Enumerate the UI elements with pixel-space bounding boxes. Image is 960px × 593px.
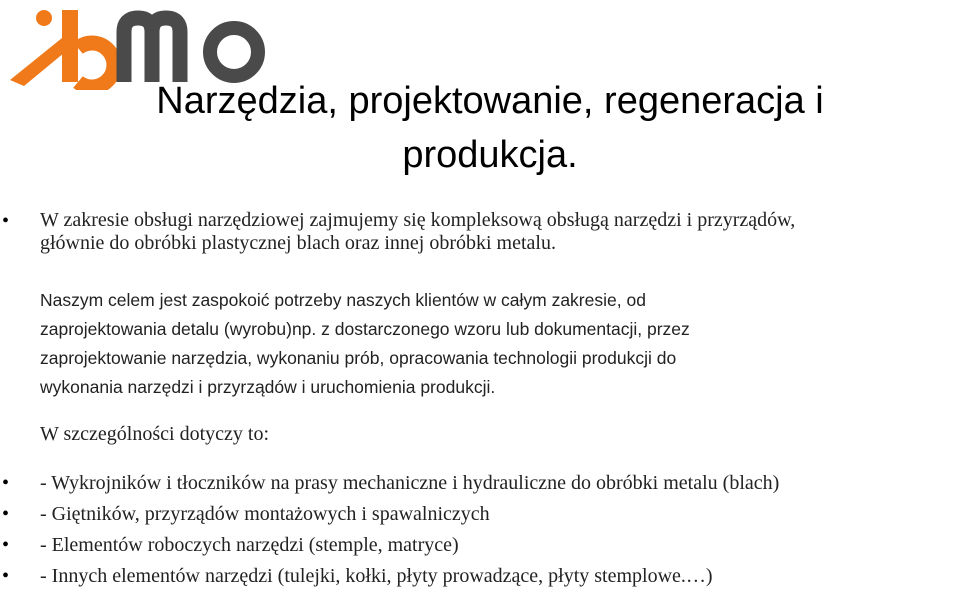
list-item: - Wykrojników i tłoczników na prasy mechaniczne i hydrauliczne do obróbki metalu (blach) <box>40 472 780 494</box>
intro-paragraph <box>40 209 956 255</box>
specifics-heading: W szczególności dotyczy to: <box>40 423 270 445</box>
title-line-1: Narzędzia, projektowanie, regeneracja i <box>156 80 824 122</box>
intro-line-2: głównie do obróbki plastycznej blach oraz innej obróbki metalu. <box>40 232 556 254</box>
list-item: - Giętników, przyrządów montażowych i spawalniczych <box>40 503 490 525</box>
bullet-item-2: • <box>2 503 10 525</box>
list-item: - Innych elementów narzędzi (tulejki, kołki, płyty prowadzące, płyty stemplowe.…) <box>40 565 713 587</box>
bullet-item-4: • <box>2 565 10 587</box>
goal-line-4: wykonania narzędzi i przyrządów i uruchomienia produkcji. <box>40 377 496 397</box>
slide-title <box>60 74 920 182</box>
list-item: - Elementów roboczych narzędzi (stemple, matryce) <box>40 534 459 556</box>
logo-dot <box>36 10 52 26</box>
logo-m <box>124 18 180 82</box>
logo-b-stem <box>62 10 78 82</box>
goal-line-2: zaprojektowania detalu (wyrobu)np. z dostarczonego wzoru lub dokumentacji, przez <box>40 319 690 339</box>
bullet-item-3: • <box>2 534 10 556</box>
intro-line-1: W zakresie obsługi narzędziowej zajmujemy się kompleksową obsługą narzędzi i przyrządów, <box>40 209 796 231</box>
goal-line-3: zaprojektowanie narzędzia, wykonaniu prób, opracowania technologii produkcji do <box>40 348 677 368</box>
bullet-intro: • <box>2 210 10 232</box>
bullet-item-1: • <box>2 472 10 494</box>
title-line-2: produkcja. <box>402 134 578 176</box>
goal-line-1: Naszym celem jest zaspokoić potrzeby naszych klientów w całym zakresie, od <box>40 290 646 310</box>
logo-o <box>210 28 258 76</box>
goal-paragraph <box>40 286 940 402</box>
